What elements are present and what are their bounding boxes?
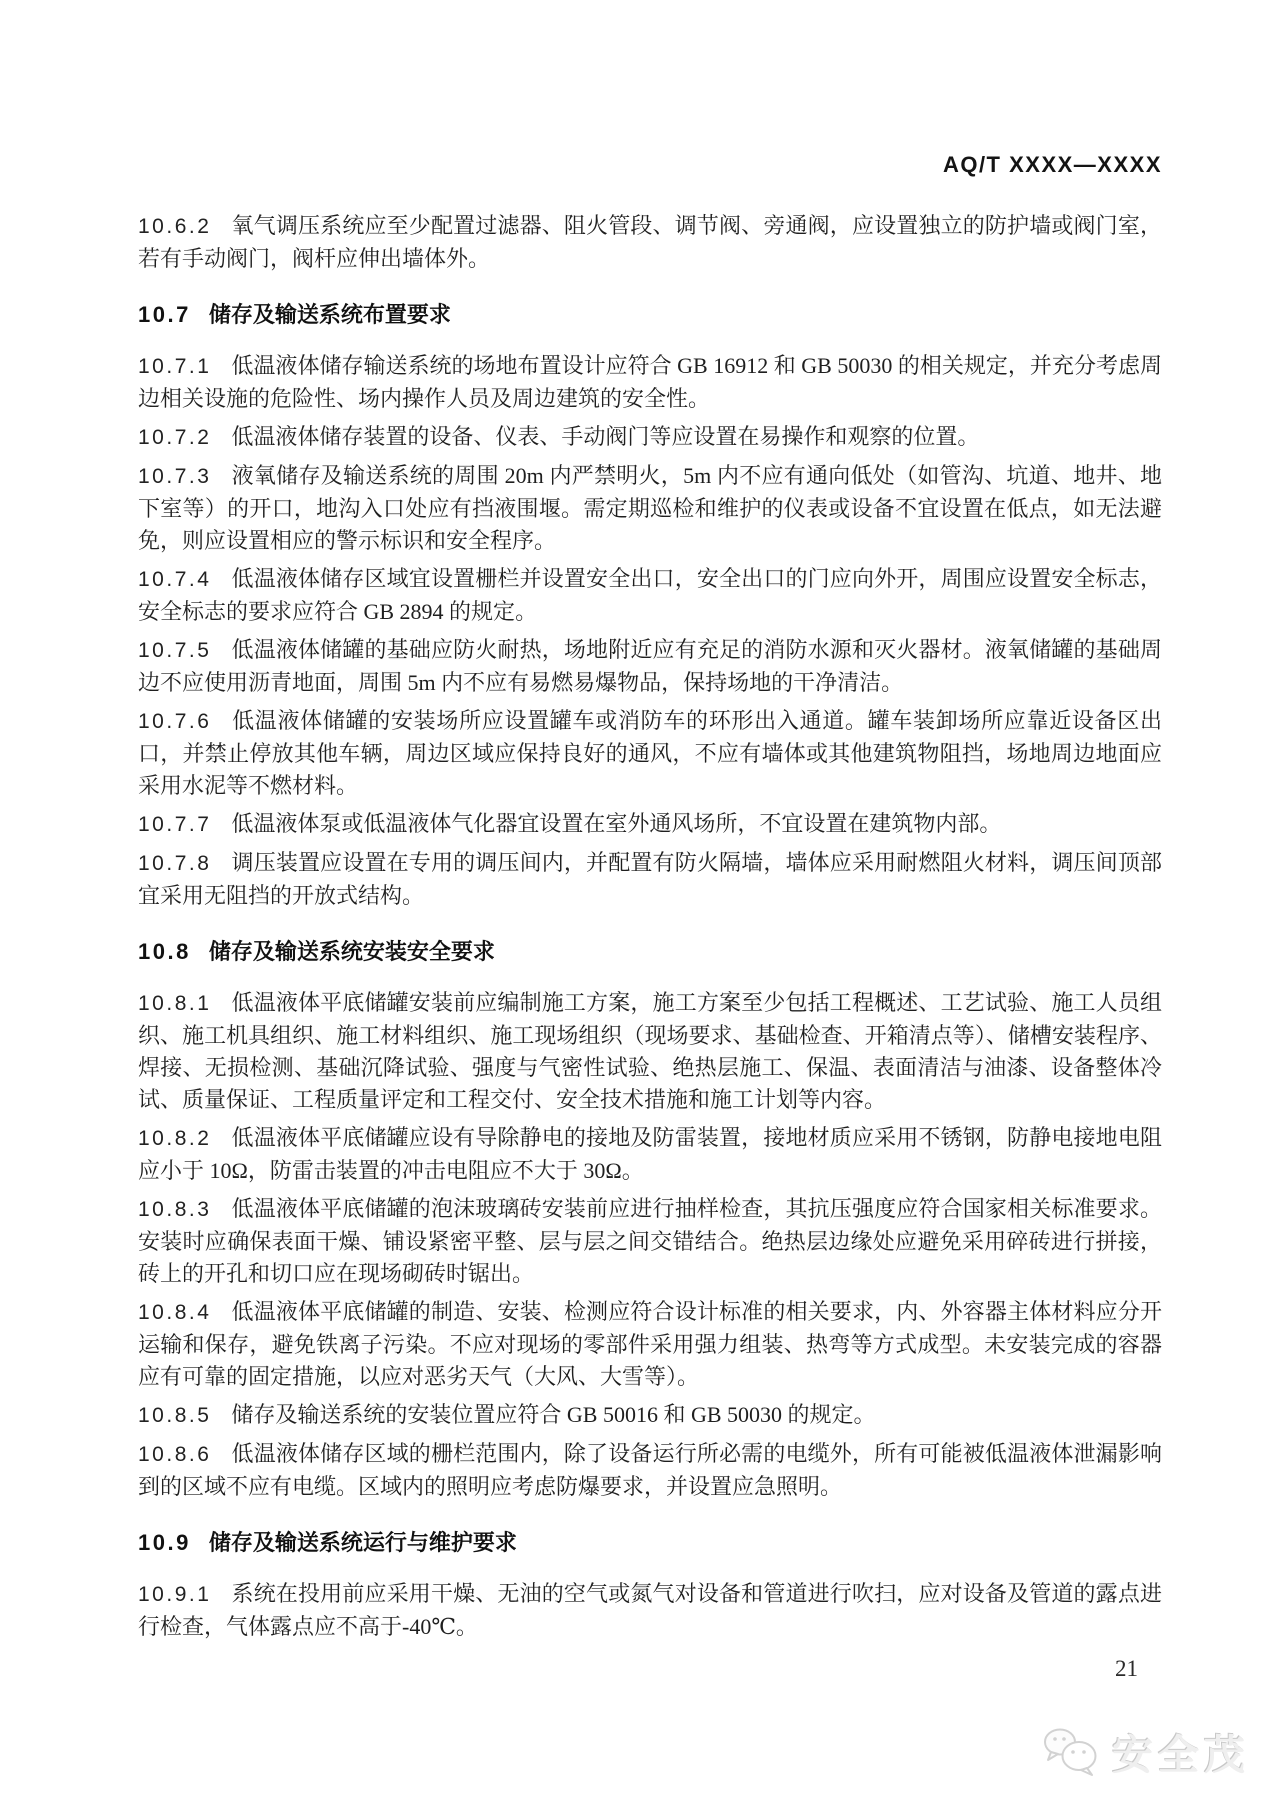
section-heading-10-7 xyxy=(138,300,1162,330)
wechat-bubbles-icon xyxy=(1041,1727,1103,1777)
clause-number: 10.7.4 xyxy=(138,568,212,591)
clause-number: 10.8.6 xyxy=(138,1443,212,1466)
heading-number: 10.7 xyxy=(138,302,191,327)
clause-text: 低温液体平底储罐的制造、安装、检测应符合设计标准的相关要求，内、外容器主体材料应分开运输和保存，避免铁离子污染。不应对现场的零部件采用强力组装、热弯等方式成型。未安装完成的容器应有可靠的固定措施，以应对恶劣天气（大风、大雪等）。 xyxy=(138,1299,1162,1389)
clause-text: 低温液体平底储罐应设有导除静电的接地及防雷装置，接地材质应采用不锈钢，防静电接地电阻应小于 10Ω，防雷击装置的冲击电阻应不大于 30Ω。 xyxy=(138,1125,1162,1183)
clause-10-7-6 xyxy=(138,705,1162,802)
clause-number: 10.7.2 xyxy=(138,426,212,449)
clause-number: 10.6.2 xyxy=(138,215,212,238)
clause-10-6-2 xyxy=(138,210,1162,275)
clause-text: 低温液体储罐的基础应防火耐热，场地附近应有充足的消防水源和灭火器材。液氧储罐的基础周边不应使用沥青地面，周围 5m 内不应有易燃易爆物品，保持场地的干净清洁。 xyxy=(138,637,1162,695)
clause-text: 系统在投用前应采用干燥、无油的空气或氮气对设备和管道进行吹扫，应对设备及管道的露点进行检查，气体露点应不高于-40℃。 xyxy=(138,1581,1162,1639)
clause-number: 10.7.1 xyxy=(138,355,212,378)
clause-10-8-2 xyxy=(138,1122,1162,1187)
clause-number: 10.8.3 xyxy=(138,1198,212,1221)
clause-text: 低温液体储存装置的设备、仪表、手动阀门等应设置在易操作和观察的位置。 xyxy=(231,424,980,449)
clause-10-7-7 xyxy=(138,808,1162,841)
clause-10-7-5 xyxy=(138,634,1162,699)
clause-10-8-4 xyxy=(138,1296,1162,1393)
heading-text: 储存及输送系统布置要求 xyxy=(208,302,451,327)
section-heading-10-9 xyxy=(138,1528,1162,1558)
clause-text: 低温液体平底储罐安装前应编制施工方案，施工方案至少包括工程概述、工艺试验、施工人员组织、施工机具组织、施工材料组织、施工现场组织（现场要求、基础检查、开箱清点等）、储槽安装程序、焊接、无损检测、基础沉降试验、强度与气密性试验、绝热层施工、保温、表面清洁与油漆、设备整体冷试、质量保证、工程质量评定和工程交付、安全技术措施和施工计划等内容。 xyxy=(138,990,1162,1112)
clause-10-8-3 xyxy=(138,1193,1162,1290)
clause-text: 低温液体储罐的安装场所应设置罐车或消防车的环形出入通道。罐车装卸场所应靠近设备区出口，并禁止停放其他车辆，周边区域应保持良好的通风，不应有墙体或其他建筑物阻挡，场地周边地面应采用水泥等不燃材料。 xyxy=(138,708,1162,798)
clause-10-7-2 xyxy=(138,421,1162,454)
clause-text: 低温液体储存区域的栅栏范围内，除了设备运行所必需的电缆外，所有可能被低温液体泄漏影响到的区域不应有电缆。区域内的照明应考虑防爆要求，并设置应急照明。 xyxy=(138,1441,1162,1499)
clause-10-8-1 xyxy=(138,987,1162,1116)
clause-text: 低温液体储存输送系统的场地布置设计应符合 GB 16912 和 GB 50030 的相关规定，并充分考虑周边相关设施的危险性、场内操作人员及周边建筑的安全性。 xyxy=(138,353,1162,411)
clause-text: 调压装置应设置在专用的调压间内，并配置有防火隔墙，墙体应采用耐燃阻火材料，调压间顶部宜采用无阻挡的开放式结构。 xyxy=(138,850,1162,908)
clause-10-9-1 xyxy=(138,1578,1162,1643)
clause-number: 10.7.3 xyxy=(138,465,212,488)
watermark xyxy=(1041,1722,1250,1781)
clause-number: 10.8.4 xyxy=(138,1301,212,1324)
clause-text: 储存及输送系统的安装位置应符合 GB 50016 和 GB 50030 的规定。 xyxy=(231,1402,876,1427)
clause-10-8-6 xyxy=(138,1438,1162,1503)
page-number: 21 xyxy=(1115,1656,1138,1681)
clause-10-8-5 xyxy=(138,1399,1162,1432)
heading-number: 10.8 xyxy=(138,939,191,964)
clause-number: 10.7.6 xyxy=(138,710,212,733)
heading-text: 储存及输送系统运行与维护要求 xyxy=(208,1530,517,1555)
clause-10-7-1 xyxy=(138,350,1162,415)
page-body xyxy=(138,204,1162,1649)
clause-number: 10.8.1 xyxy=(138,992,212,1015)
standard-code: AQ/T XXXX—XXXX xyxy=(942,152,1162,177)
clause-number: 10.9.1 xyxy=(138,1583,212,1606)
watermark-brand-text: 安全茂 xyxy=(1112,1732,1250,1778)
clause-text: 液氧储存及输送系统的周围 20m 内严禁明火，5m 内不应有通向低处（如管沟、坑道、地井、地下室等）的开口，地沟入口处应有挡液围堰。需定期巡检和维护的仪表或设备不宜设置在低点，如无法避免，则应设置相应的警示标识和安全程序。 xyxy=(138,463,1162,553)
section-heading-10-8 xyxy=(138,937,1162,967)
clause-number: 10.8.5 xyxy=(138,1404,212,1427)
clause-text: 低温液体泵或低温液体气化器宜设置在室外通风场所，不宜设置在建筑物内部。 xyxy=(231,811,1002,836)
clause-number: 10.8.2 xyxy=(138,1127,212,1150)
clause-number: 10.7.8 xyxy=(138,852,212,875)
heading-number: 10.9 xyxy=(138,1530,191,1555)
heading-text: 储存及输送系统安装安全要求 xyxy=(208,939,495,964)
clause-10-7-4 xyxy=(138,563,1162,628)
clause-number: 10.7.7 xyxy=(138,813,212,836)
clause-10-7-8 xyxy=(138,847,1162,912)
clause-text: 低温液体储存区域宜设置栅栏并设置安全出口，安全出口的门应向外开，周围应设置安全标志，安全标志的要求应符合 GB 2894 的规定。 xyxy=(138,566,1162,624)
clause-10-7-3 xyxy=(138,460,1162,557)
clause-text: 氧气调压系统应至少配置过滤器、阻火管段、调节阀、旁通阀，应设置独立的防护墙或阀门室，若有手动阀门，阀杆应伸出墙体外。 xyxy=(138,213,1162,271)
clause-number: 10.7.5 xyxy=(138,639,212,662)
clause-text: 低温液体平底储罐的泡沫玻璃砖安装前应进行抽样检查，其抗压强度应符合国家相关标准要求。安装时应确保表面干燥、铺设紧密平整、层与层之间交错结合。绝热层边缘处应避免采用碎砖进行拼接，砖上的开孔和切口应在现场砌砖时锯出。 xyxy=(138,1196,1162,1286)
